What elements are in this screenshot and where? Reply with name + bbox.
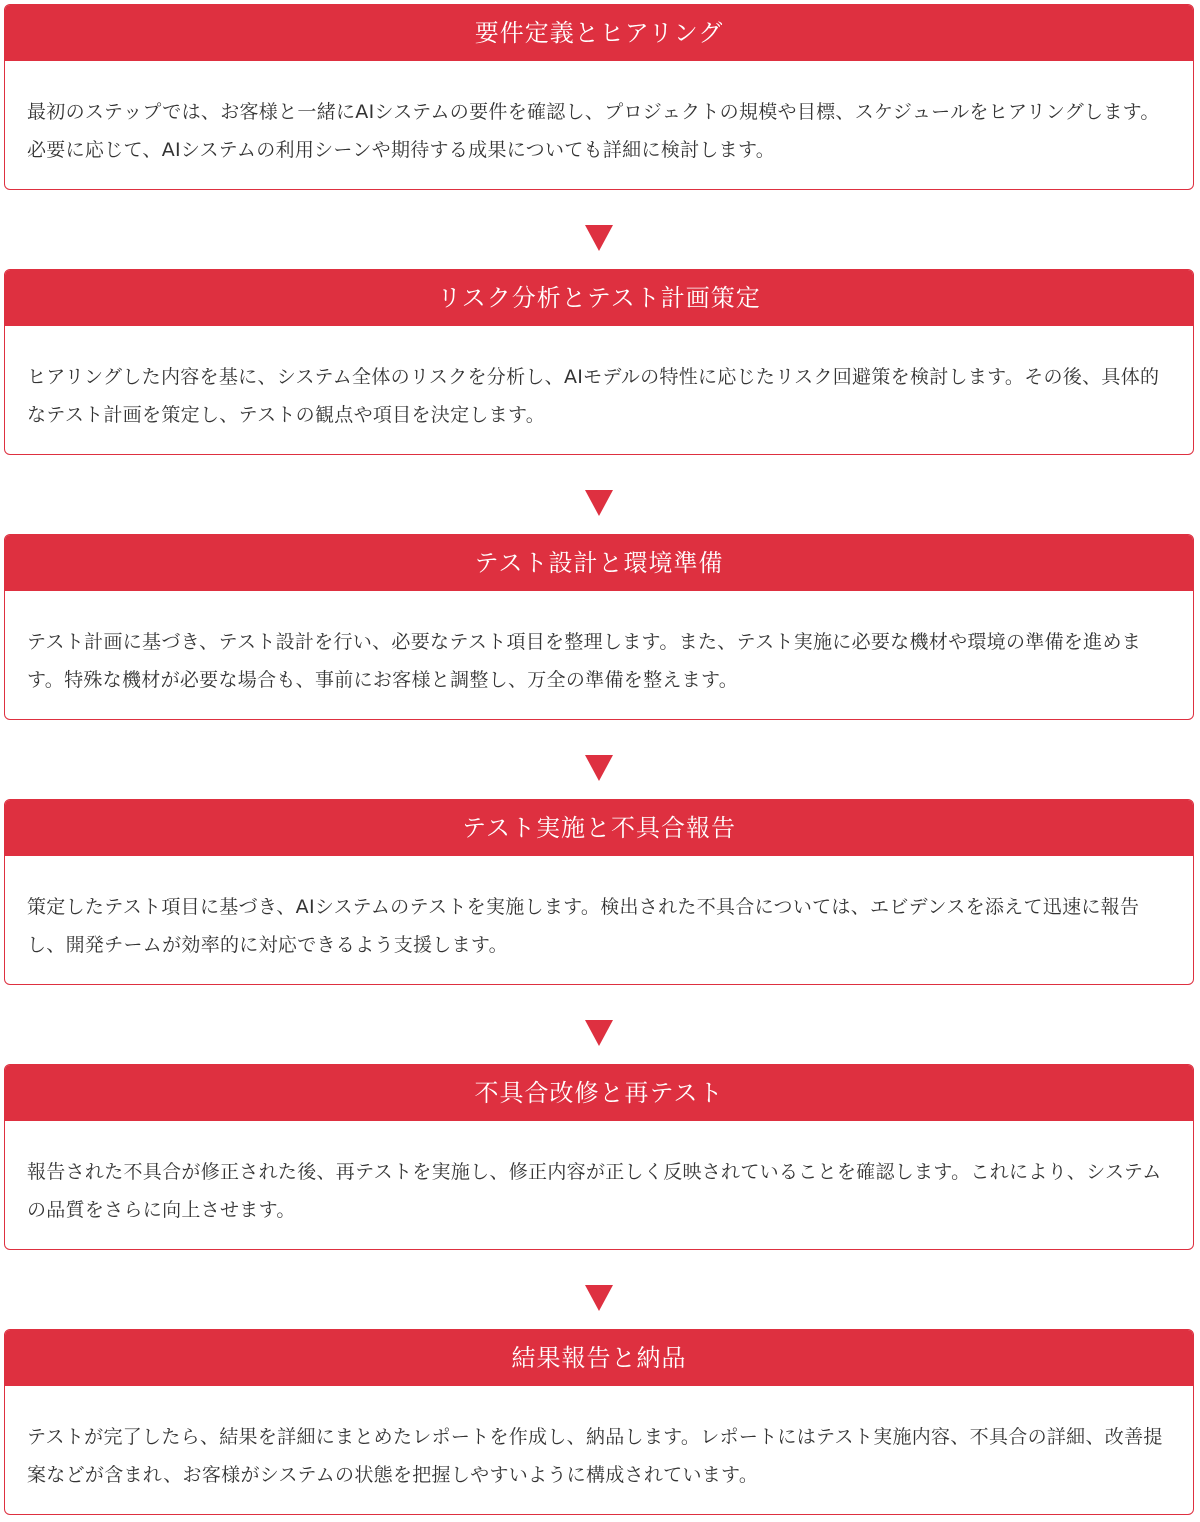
step-card-test-design — [4, 534, 1194, 720]
step-card-risk-analysis — [4, 269, 1194, 455]
step-card-requirements — [4, 4, 1194, 190]
step-title: リスク分析とテスト計画策定 — [5, 270, 1193, 326]
step-description: 策定したテスト項目に基づき、AIシステムのテストを実施します。検出された不具合については、エビデンスを添えて迅速に報告し、開発チームが効率的に対応できるよう支援します。 — [27, 896, 1140, 956]
step-description: テスト計画に基づき、テスト設計を行い、必要なテスト項目を整理します。また、テスト実施に必要な機材や環境の準備を進めます。特殊な機材が必要な場合も、事前にお客様と調整し、万全の準備を整えます。 — [27, 631, 1142, 691]
step-description: 最初のステップでは、お客様と一緒にAIシステムの要件を確認し、プロジェクトの規模や目標、スケジュールをヒアリングします。必要に応じて、AIシステムの利用シーンや期待する成果についても詳細に検討します。 — [27, 101, 1160, 161]
step-title: テスト設計と環境準備 — [5, 535, 1193, 591]
step-card-test-execution — [4, 799, 1194, 985]
step-description: ヒアリングした内容を基に、システム全体のリスクを分析し、AIモデルの特性に応じたリスク回避策を検討します。その後、具体的なテスト計画を策定し、テストの観点や項目を決定します。 — [27, 366, 1160, 426]
down-triangle-icon — [585, 225, 613, 251]
step-title: テスト実施と不具合報告 — [5, 800, 1193, 856]
down-triangle-icon — [585, 755, 613, 781]
step-description: 報告された不具合が修正された後、再テストを実施し、修正内容が正しく反映されていることを確認します。これにより、システムの品質をさらに向上させます。 — [27, 1161, 1162, 1221]
down-triangle-icon — [585, 490, 613, 516]
step-title: 結果報告と納品 — [5, 1330, 1193, 1386]
step-card-retest — [4, 1064, 1194, 1250]
step-title: 不具合改修と再テスト — [5, 1065, 1193, 1121]
step-card-delivery — [4, 1329, 1194, 1515]
down-triangle-icon — [585, 1285, 613, 1311]
step-description: テストが完了したら、結果を詳細にまとめたレポートを作成し、納品します。レポートにはテスト実施内容、不具合の詳細、改善提案などが含まれ、お客様がシステムの状態を把握しやすいように構成されています。 — [27, 1426, 1163, 1486]
down-triangle-icon — [585, 1020, 613, 1046]
step-title: 要件定義とヒアリング — [5, 5, 1193, 61]
